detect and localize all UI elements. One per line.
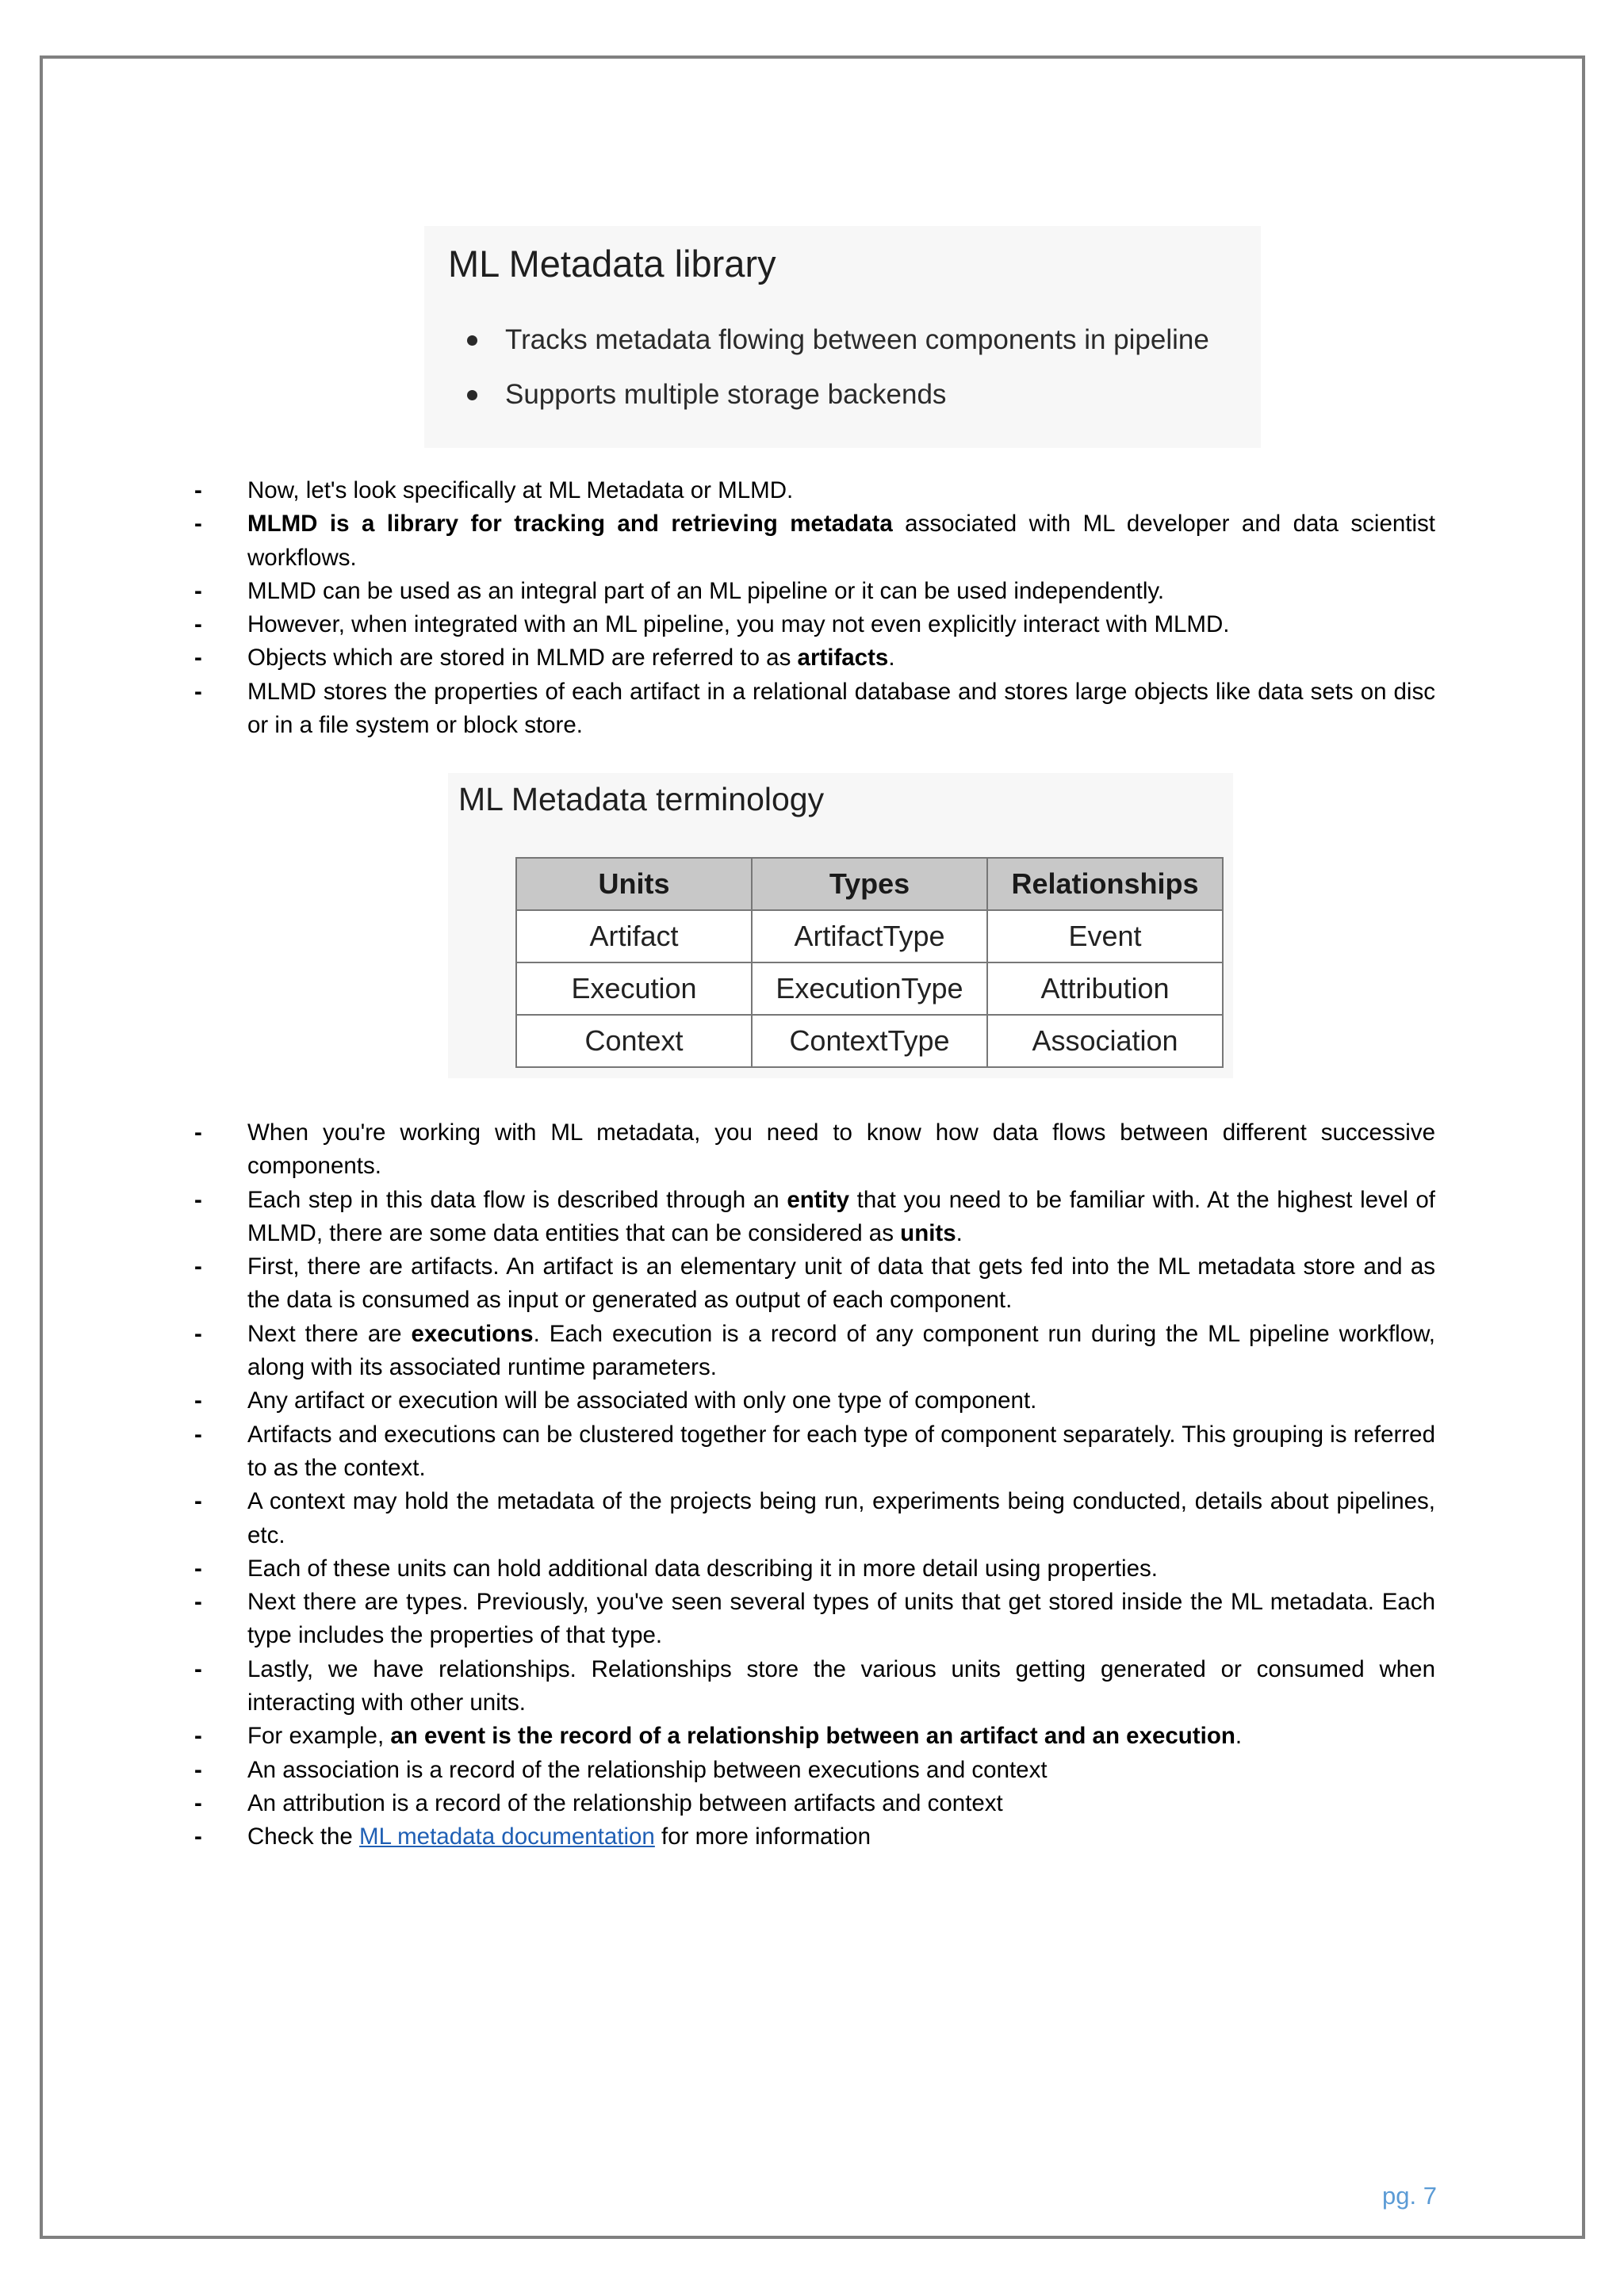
- list-item: - Now, let's look specifically at ML Metadata or MLMD.: [194, 477, 794, 503]
- list-item: - For example, an event is the record of a relationship between an artifact and an execution.: [194, 1723, 1243, 1750]
- slide-title: ML Metadata library: [448, 243, 776, 285]
- list-item: - Next there are types. Previously, you've seen several types of units that get stored inside the ML metadata. Each type includes the properties of that type.: [194, 1589, 1435, 1649]
- table-header: Relationships: [987, 858, 1223, 910]
- slide-title: ML Metadata terminology: [458, 781, 825, 817]
- table-cell: Attribution: [987, 962, 1223, 1015]
- list-item: - First, there are artifacts. An artifact is an elementary unit of data that gets fed into the ML metadata store and as the data is consumed as input or generated as output of each component.: [194, 1253, 1435, 1314]
- list-item: - Each step in this data flow is described through an entity that you need to be familiar with. At the highest level of MLMD, there are some data entities that can be considered as units.: [194, 1186, 1436, 1246]
- table-cell: Event: [987, 910, 1223, 962]
- ml-metadata-terminology-slide: [448, 773, 1233, 1078]
- table-header: Units: [516, 858, 752, 910]
- table-cell: ArtifactType: [752, 910, 987, 962]
- terminology-table: [515, 857, 1224, 1068]
- table-cell: ExecutionType: [752, 962, 987, 1015]
- list-item: - MLMD is a library for tracking and retrieving metadata associated with ML developer and data scientist workflows.: [194, 511, 1435, 571]
- list-item: - MLMD stores the properties of each artifact in a relational database and stores large objects like data sets on disc or in a file system or block store.: [194, 678, 1435, 739]
- list-item: - A context may hold the metadata of the projects being run, experiments being conducted, details about pipelines, etc.: [194, 1488, 1435, 1548]
- list-item: - Artifacts and executions can be clustered together for each type of component separately. This grouping is referred to as the context.: [194, 1421, 1435, 1481]
- slide-bullet: Supports multiple storage backends: [464, 377, 1209, 432]
- list-item: - Any artifact or execution will be associated with only one type of component.: [194, 1387, 1037, 1414]
- list-item: - MLMD can be used as an integral part of an ML pipeline or it can be used independently.: [194, 577, 1165, 604]
- list-item: - When you're working with ML metadata, you need to know how data flows between different successive components.: [194, 1119, 1435, 1180]
- list-item: - Lastly, we have relationships. Relationships store the various units getting generated or consumed when interacting with other units.: [194, 1655, 1435, 1716]
- table-cell: Context: [516, 1015, 752, 1067]
- table-cell: Execution: [516, 962, 752, 1015]
- page-number: pg. 7: [1382, 2182, 1437, 2210]
- ml-metadata-library-slide: [424, 226, 1261, 448]
- ml-metadata-documentation-link[interactable]: ML metadata documentation: [359, 1823, 655, 1850]
- slide-bullet: Tracks metadata flowing between components in pipeline: [464, 323, 1209, 377]
- table-row: [516, 910, 1223, 962]
- table-header-row: [516, 858, 1223, 910]
- table-header: Types: [752, 858, 987, 910]
- list-item: - However, when integrated with an ML pipeline, you may not even explicitly interact with MLMD.: [194, 611, 1230, 638]
- table-cell: Association: [987, 1015, 1223, 1067]
- list-item: - Each of these units can hold additional data describing it in more detail using properties.: [194, 1555, 1158, 1582]
- list-item: - Next there are executions. Each execution is a record of any component run during the ML pipeline workflow, along with its associated runtime parameters.: [194, 1320, 1435, 1381]
- list-item: - An attribution is a record of the relationship between artifacts and context: [194, 1789, 1003, 1816]
- table-row: [516, 962, 1223, 1015]
- mlmd-intro-list: [194, 474, 1435, 742]
- table-cell: ContextType: [752, 1015, 987, 1067]
- table-cell: Artifact: [516, 910, 752, 962]
- mlmd-terminology-list: [194, 1116, 1435, 1854]
- slide-bullet-list: [464, 323, 1209, 432]
- list-item: - An association is a record of the relationship between executions and context: [194, 1756, 1048, 1783]
- list-item: - Check the ML metadata documentation for more information: [194, 1823, 871, 1850]
- table-row: [516, 1015, 1223, 1067]
- list-item: - Objects which are stored in MLMD are referred to as artifacts.: [194, 645, 895, 672]
